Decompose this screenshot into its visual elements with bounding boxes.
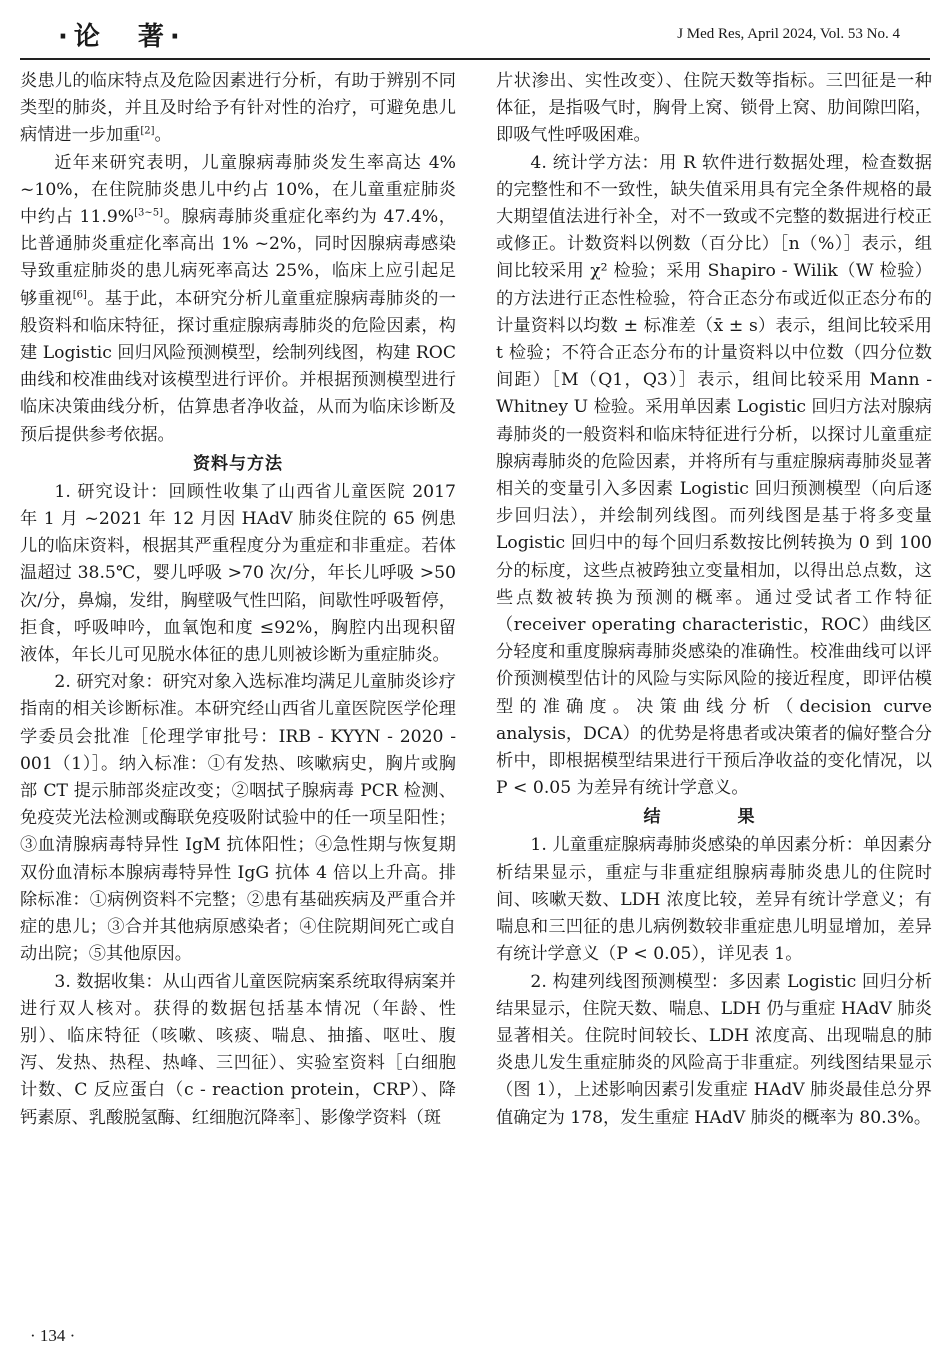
paragraph: 近年来研究表明，儿童腺病毒肺炎发生率高达 4% ~10%，在住院肺炎患儿中约占 10%，在儿童重症肺炎中约占 11.9%[3~5]。腺病毒肺炎重症化率约为 47.4%，比普通肺炎重症化率高出 1% ~2%，同时因腺病毒感染导致重症肺炎的患儿病死率高达 25%，临床上应引起足够重视[6]。基于此，本研究分析儿童重症腺病毒肺炎的一般资料和临床特征，探讨重症腺病毒肺炎的危险因素，构建 Logistic 回归风险预测模型，绘制列线图，构建 ROC 曲线和校准曲线对该模型进行评价。并根据预测模型进行临床决策曲线分析，估算患者净收益，从而为临床诊断及预后提供参考依据。 (20, 152, 456, 445)
paragraph: 4. 统计学方法：用 R 软件进行数据处理，检查数据的完整性和不一致性，缺失值采用具有完全条件规格的最大期望值法进行补全，对不一致或不完整的数据进行校正或修正。计数资料以例数（百分比）［n（%）］表示，组间比较采用 χ² 检验；采用 Shapiro - Wilik（W 检验）的方法进行正态性检验，符合正态分布或近似正态分布的计量资料以均数 ± 标准差（x̄ ± s）表示，组间比较采用 t 检验；不符合正态分布的计量资料以中位数（四分位数间距）［M（Q1，Q3）］表示，组间比较采用 Mann - Whitney U 检验。采用单因素 Logistic 回归方法对腺病毒肺炎的一般资料和临床特征进行分析，以探讨儿童重症腺病毒肺炎的危险因素，并将所有与重症腺病毒肺炎显著相关的变量引入多因素 Logistic 回归预测模型（向后逐步回归法），并绘制列线图。而列线图是基于将多变量 Logistic 回归中的每个回归系数按比例转换为 0 到 100 分的标度，这些点被跨独立变量相加，以得出总点数，这些点数被转换为预测的概率。通过受试者工作特征（receiver operating characteristic，ROC）曲线区分轻度和重度腺病毒肺炎感染的准确性。校准曲线可以评价预测模型估计的风险与实际风险的接近程度，即评估模型的准确度。决策曲线分析（decision curve analysis，DCA）的优势是将患者或决策者的偏好整合分析中，即根据模型结果进行干预后净收益的变化情况，以 P < 0.05 为差异有统计学意义。 (496, 152, 932, 799)
header-rule (20, 58, 930, 60)
paragraph: 2. 构建列线图预测模型：多因素 Logistic 回归分析结果显示，住院天数、喘息、LDH 仍与重症 HAdV 肺炎显著相关。住院时间较长、LDH 浓度高、出现喘息的肺炎患儿发生重症肺炎的风险高于非重症。列线图结果显示（图 1），上述影响因素引发重症 HAdV 肺炎最佳总分界值确定为 178，发生重症 HAdV 肺炎的概率为 80.3%。 (496, 971, 932, 1128)
citation: [3~5] (134, 207, 164, 219)
paragraph: 2. 研究对象：研究对象入选标准均满足儿童肺炎诊疗指南的相关诊断标准。本研究经山西省儿童医院医学伦理学委员会批准［伦理学审批号：IRB - KYYN - 2020 - 001（1）］。纳入标准：①有发热、咳嗽病史，胸片或胸部 CT 提示肺部炎症改变；②咽拭子腺病毒 PCR 检测、免疫荧光法检测或酶联免疫吸附试验中的任一项呈阳性；③血清腺病毒特异性 IgM 抗体阳性；④急性期与恢复期双份血清标本腺病毒特异性 IgG 抗体 4 倍以上升高。排除标准：①病例资料不完整；②患有基础疾病及严重合并症的患儿；③合并其他病原感染者；④住院期间死亡或自动出院；⑤其他原因。 (20, 672, 456, 965)
page-header (20, 14, 930, 54)
paragraph: 3. 数据收集：从山西省儿童医院病案系统取得病案并进行双人核对。获得的数据包括基本情况（年龄、性别）、临床特征（咳嗽、咳痰、喘息、抽搐、呕吐、腹泻、发热、热程、热峰、三凹征）、实验室资料［白细胞计数、C 反应蛋白（c - reaction protein，CRP）、降钙素原、乳酸脱氢酶、红细胞沉降率］、影像学资料（斑 (20, 971, 456, 1128)
paragraph: 片状渗出、实性改变）、住院天数等指标。三凹征是一种体征，是指吸气时，胸骨上窝、锁骨上窝、肋间隙凹陷，即吸气性呼吸困难。 (496, 71, 932, 146)
paragraph: 炎患儿的临床特点及危险因素进行分析，有助于辨别不同类型的肺炎，并且及时给予有针对性的治疗，可避免患儿病情进一步加重[2]。 (20, 71, 456, 146)
left-column (20, 68, 456, 1132)
section-heading-methods: 资料与方法 (193, 453, 283, 474)
paragraph: 1. 研究设计：回顾性收集了山西省儿童医院 2017 年 1 月 ~2021 年 12 月因 HAdV 肺炎住院的 65 例患儿的临床资料，根据其严重程度分为重症和非重症。若体温超过 38.5℃，婴儿呼吸 >70 次/分，年长儿呼吸 >50 次/分，鼻煽，发绀，胸壁吸气性凹陷，间歇性呼吸暂停，拒食，呼吸呻吟，血氧饱和度 ≤92%，胸腔内出现积留液体，年长儿可见脱水体征的患儿则被诊断为重症肺炎。 (20, 481, 456, 666)
page-number: · 134 · (30, 1326, 76, 1345)
section-heading-results: 结 果 (643, 807, 785, 828)
citation: [6] (72, 288, 87, 300)
right-column (496, 68, 932, 1132)
paragraph: 1. 儿童重症腺病毒肺炎感染的单因素分析：单因素分析结果显示，重症与非重症组腺病毒肺炎患儿的住院时间、咳嗽天数、LDH 浓度比较，差异有统计学意义；有喘息和三凹征的患儿病例数较非重症患儿明显增加，差异有统计学意义（P < 0.05），详见表 1。 (496, 835, 932, 965)
section-label: ·论 著· (58, 22, 186, 52)
journal-info: J Med Res, April 2024, Vol. 53 No. 4 (677, 26, 900, 42)
citation: [2] (140, 125, 155, 137)
